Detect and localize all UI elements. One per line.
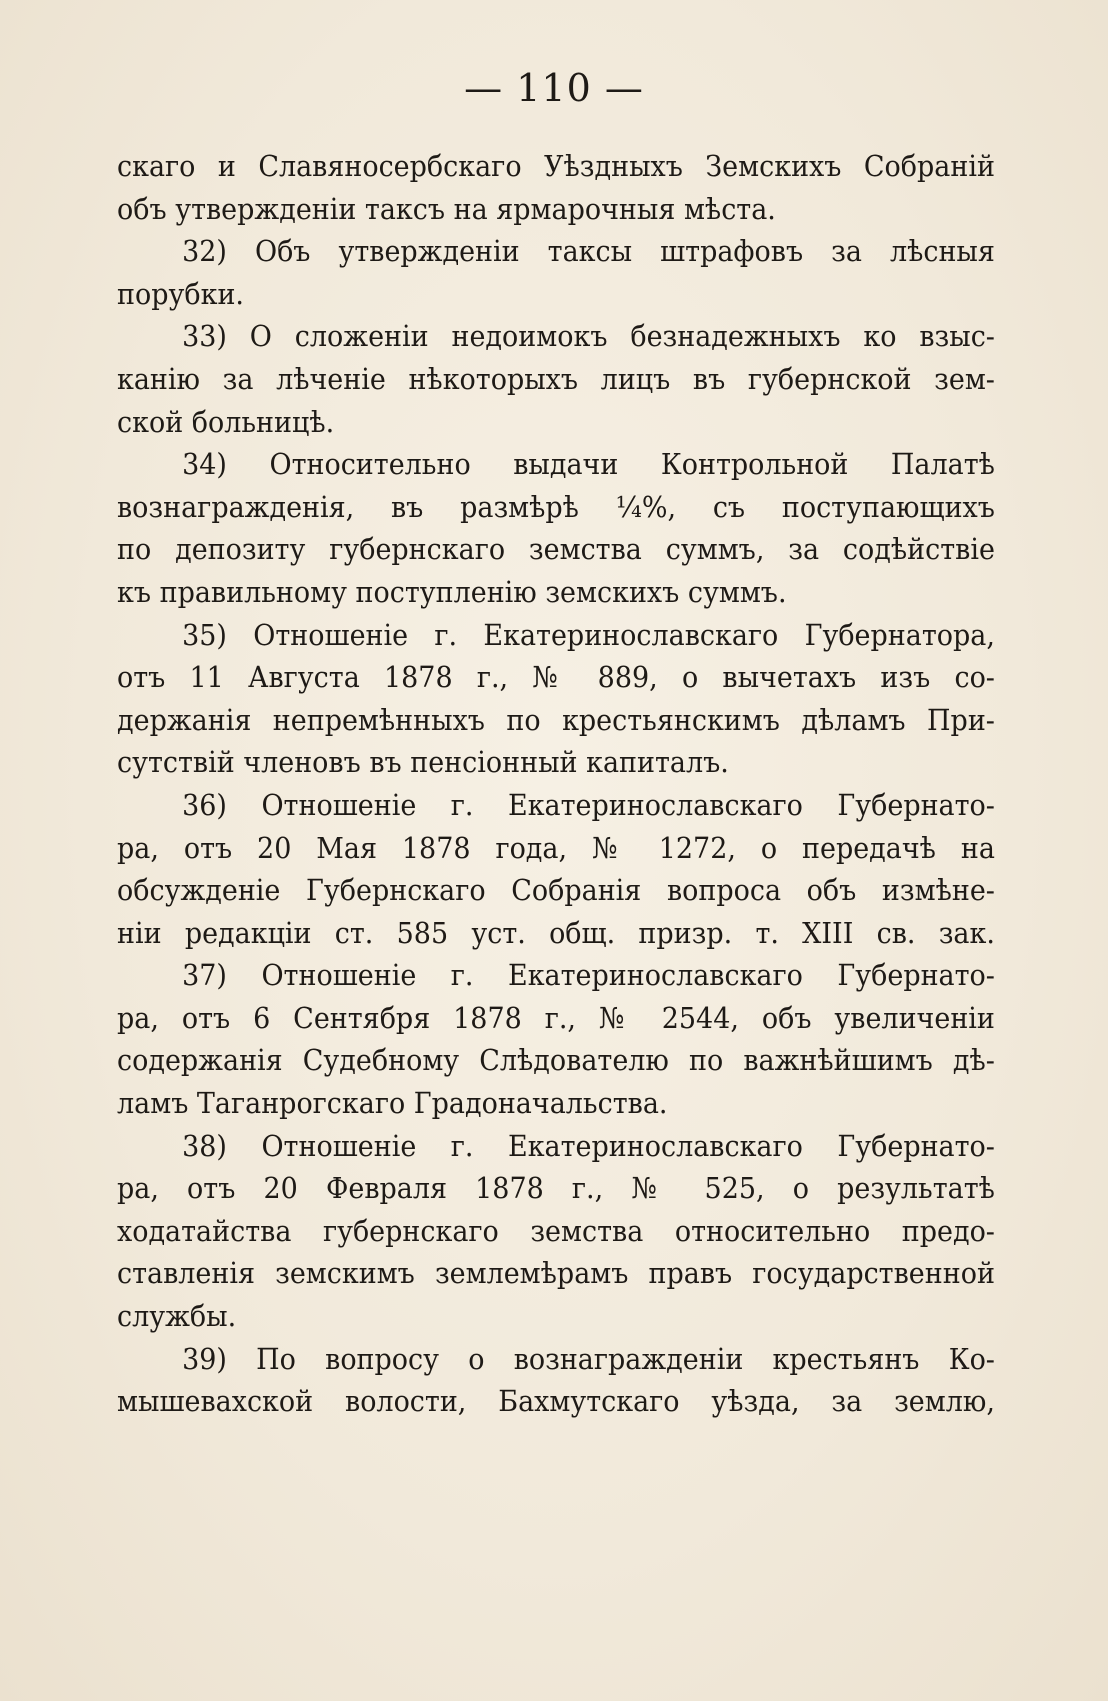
text-line: службы. (117, 1299, 237, 1334)
text-line: держанія непремѣнныхъ по крестьянскимъ дѣламъ При- (117, 702, 995, 737)
text-line: вознагражденія, въ размѣрѣ ¼%, съ поступающихъ (117, 489, 995, 524)
text-line: ламъ Таганрогскаго Градоначальства. (117, 1086, 668, 1121)
text-line: 34) Относительно выдачи Контрольной Палатѣ (182, 447, 995, 482)
text-line: по депозиту губернскаго земства суммъ, за содѣйствіе (117, 532, 995, 567)
text-line: 39) По вопросу о вознагражденіи крестьянъ Ко- (182, 1341, 995, 1376)
paragraph-34 (117, 443, 995, 613)
text-line: ра, отъ 6 Сентября 1878 г., № 2544, объ увеличеніи (117, 1000, 995, 1035)
text-line: ра, отъ 20 Февраля 1878 г., № 525, о результатѣ (117, 1171, 995, 1206)
text-line: ніи редакціи ст. 585 уст. общ. призр. т. XIII св. зак. (117, 915, 995, 950)
text-line: ставленія земскимъ землемѣрамъ правъ государственной (117, 1256, 995, 1291)
paragraph-35 (117, 614, 995, 784)
text-line: къ правильному поступленію земскихъ суммъ. (117, 574, 787, 609)
page-number: — 110 — (464, 66, 644, 110)
paragraph-31-continuation (117, 145, 995, 230)
text-line: 38) Отношеніе г. Екатеринославскаго Губернато- (182, 1128, 995, 1163)
text-line: ской больницѣ. (117, 404, 335, 439)
text-line: ра, отъ 20 Мая 1878 года, № 1272, о передачѣ на (117, 830, 995, 865)
text-line: 35) Отношеніе г. Екатеринославскаго Губернатора, (182, 617, 995, 652)
paragraph-36 (117, 784, 995, 954)
text-line: отъ 11 Августа 1878 г., № 889, о вычетахъ изъ со- (117, 660, 995, 695)
text-line: содержанія Судебному Слѣдователю по важнѣйшимъ дѣ- (117, 1043, 995, 1078)
paragraph-37 (117, 954, 995, 1124)
text-line: порубки. (117, 276, 244, 311)
text-line: ходатайства губернскаго земства относительно предо- (117, 1213, 995, 1248)
text-line: сутствій членовъ въ пенсіонный капиталъ. (117, 745, 729, 780)
text-line: обсужденіе Губернскаго Собранія вопроса объ измѣне- (117, 873, 995, 908)
text-line: скаго и Славяносербскаго Уѣздныхъ Земскихъ Собраній (117, 149, 995, 183)
text-line: 33) О сложеніи недоимокъ безнадежныхъ ко взыс- (182, 319, 995, 354)
paragraph-39 (117, 1338, 995, 1423)
paragraph-32 (117, 230, 995, 315)
page-body (117, 145, 995, 1423)
text-line: канію за лѣченіе нѣкоторыхъ лицъ въ губернской зем- (117, 361, 995, 396)
text-line: мышевахской волости, Бахмутскаго уѣзда, за землю, (117, 1384, 995, 1419)
text-line: 37) Отношеніе г. Екатеринославскаго Губернато- (182, 958, 995, 993)
paragraph-33 (117, 315, 995, 443)
text-line: 36) Отношеніе г. Екатеринославскаго Губернато- (182, 787, 995, 822)
text-line: 32) Объ утвержденіи таксы штрафовъ за лѣсныя (182, 234, 995, 269)
text-line: объ утвержденіи таксъ на ярмарочныя мѣста. (117, 191, 776, 226)
paragraph-38 (117, 1125, 995, 1338)
